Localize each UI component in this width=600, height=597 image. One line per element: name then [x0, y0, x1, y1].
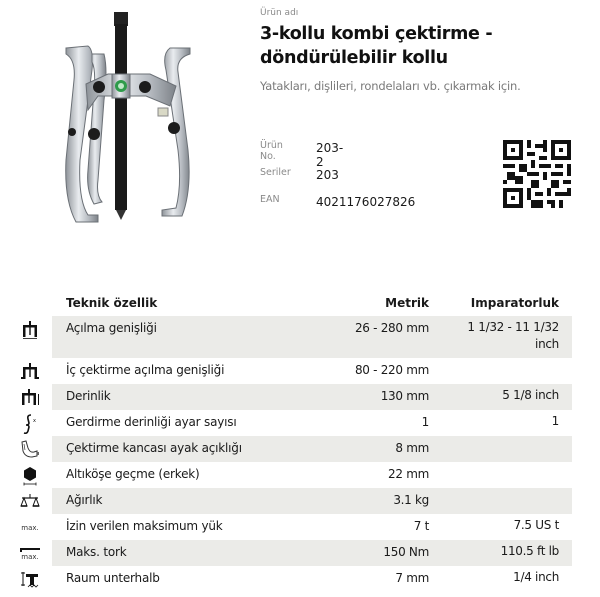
meta-label: EAN: [260, 194, 280, 205]
spec-table: [0, 290, 600, 592]
spec-metric: 3.1 kg: [393, 493, 429, 507]
spec-metric: 1: [421, 415, 429, 429]
inner-pull-width-icon: [18, 362, 42, 382]
clearance-below-icon: [18, 570, 42, 590]
product-subtitle: Yatakları, dişlileri, rondelaları vb. çıkarmak için.: [260, 79, 521, 93]
product-title: 3-kollu kombi çektirme - döndürülebilir kollu: [260, 24, 493, 68]
spec-row: [0, 462, 600, 488]
max-torque-icon: max.: [18, 544, 42, 564]
meta-value: 203-2: [316, 141, 344, 169]
header-metric: Metrik: [385, 296, 429, 310]
spec-metric: 22 mm: [388, 467, 429, 481]
spec-metric: 26 - 280 mm: [354, 321, 429, 335]
hex-drive-icon: [18, 466, 42, 486]
spec-name: Derinlik: [66, 389, 111, 403]
spec-name: İç çektirme açılma genişliği: [66, 363, 225, 377]
meta-label: Ürün No.: [260, 140, 283, 162]
spec-metric: 7 t: [413, 519, 429, 533]
spec-metric: 8 mm: [395, 441, 429, 455]
spec-metric: 130 mm: [380, 389, 429, 403]
product-image: [58, 10, 198, 230]
header-spec: Teknik özellik: [66, 296, 158, 310]
spec-row: [0, 316, 600, 358]
spec-row: [0, 410, 600, 436]
spec-name: İzin verilen maksimum yük: [66, 519, 223, 533]
max-load-icon: max.: [21, 524, 39, 532]
spec-name: Maks. tork: [66, 545, 127, 559]
spec-row: [0, 566, 600, 592]
spec-metric: 80 - 220 mm: [354, 363, 429, 377]
spec-name: Altıköşe geçme (erkek): [66, 467, 200, 481]
spec-name: Gerdirme derinliği ayar sayısı: [66, 415, 237, 429]
svg-text:x: x: [33, 418, 36, 424]
qr-code-icon: [503, 140, 571, 208]
spec-row: [0, 488, 600, 514]
spec-row: [0, 514, 600, 540]
spec-row: [0, 436, 600, 462]
spec-metric: 150 Nm: [383, 545, 429, 559]
spec-imperial: 5 1/8 inch: [502, 388, 559, 402]
spec-table-header: [0, 290, 600, 316]
spec-imperial: 1/4 inch: [513, 570, 559, 584]
header-imperial: Imparatorluk: [470, 296, 559, 310]
spec-row: [0, 358, 600, 384]
spec-name: Çektirme kancası ayak açıklığı: [66, 441, 242, 455]
weight-scale-icon: [18, 492, 42, 512]
meta-value: 4021176027826: [316, 195, 416, 209]
three-arm-puller-image: [58, 10, 198, 230]
spec-imperial: 110.5 ft lb: [500, 544, 559, 558]
spec-name: Açılma genişliği: [66, 321, 157, 335]
opening-width-icon: [18, 320, 42, 340]
spec-imperial: 1: [551, 414, 559, 428]
hook-gap-icon: [18, 440, 42, 460]
spec-imperial: 7.5 US t: [513, 518, 559, 532]
spec-metric: 7 mm: [395, 571, 429, 585]
spec-imperial: 1 1/32 - 11 1/32 inch: [467, 320, 559, 351]
spec-name: Raum unterhalb: [66, 571, 160, 585]
meta-value: 203: [316, 168, 339, 182]
depth-icon: [18, 388, 42, 408]
product-name-label: Ürün adı: [260, 8, 299, 18]
meta-label: Seriler: [260, 167, 291, 178]
depth-adjust-icon: [18, 414, 42, 434]
spec-name: Ağırlık: [66, 493, 103, 507]
spec-row: [0, 384, 600, 410]
spec-row: [0, 540, 600, 566]
